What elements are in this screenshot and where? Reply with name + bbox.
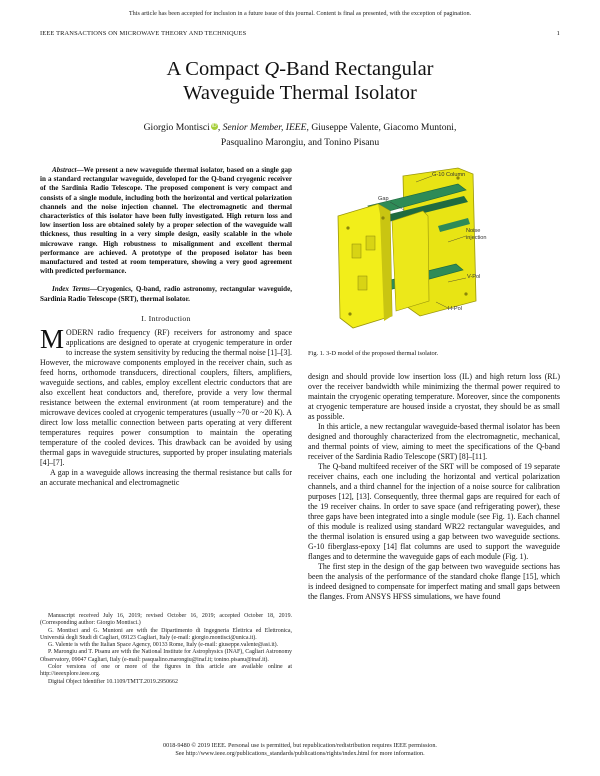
title-q: Q: [264, 58, 280, 80]
intro-p1-text: ODERN radio frequency (RF) receivers for astronomy and space applications are designed to operate at cryogenic temperature in order to increase the system sensitivity by reducing the thermal noise [1]–[3]. However, the microwave components employed in the receiver chain, such as feed horns, orthomode transducers, directional couplers, filters, amplifiers, waveguide sections, and cables, employ excellent electric conductors that are also excellent heat conductors and, therefore, provide a very low thermal resistance between the external environment (at room temperature) and the microwave devices cooled at cryogenic temperatures (usually ~70 or ~20 K). A direct low loss metallic connection between parts operating at very different temperatures requires power consumption to maintain the operating temperature of the cooled devices. This drawback can be avoided by using thermal gaps in waveguide structures, supported by proper insulating materials [4]–[7].: [40, 327, 292, 467]
body-paragraph: design and should provide low insertion loss (IL) and high return loss (RL) over the receiver bandwidth while minimizing the thermal power required to maintain the cryogenic operating temperature. Moreover, since the components at cryogenic temperature are housed inside a cryostat, they should be as small as possible.: [308, 372, 560, 421]
index-terms: [40, 285, 292, 303]
label-h-pol: H-Pol: [448, 306, 462, 312]
copyright-notice: [0, 742, 600, 758]
footnote: G. Montisci and G. Muntoni are with the Dipartimento di Ingegneria Elettrica ed Elettronica, Università degli Studi di Cagliari, 09123 Cagliari, Italy (e-mail: giorgio.montisci@unica.it).: [40, 627, 292, 641]
authors-line2: Pasqualino Marongiu, and Tonino Pisanu: [220, 137, 380, 148]
waveguide-port: [358, 276, 367, 290]
screw: [381, 216, 384, 219]
left-column: [40, 166, 292, 488]
thermal-isolator-illustration: [308, 166, 560, 346]
page-number: 1: [556, 30, 560, 37]
screw: [348, 312, 351, 315]
screw: [346, 226, 349, 229]
paper-title: [0, 57, 600, 105]
footnote: Manuscript received July 16, 2019; revised October 16, 2019; accepted October 18, 2019. (Corresponding author: Giorgio Montisci.): [40, 613, 292, 627]
body-paragraph: The first step in the design of the gap between two waveguide sections has been the analysis of the performance of the standard choke flange [15], which is indeed designed to compensate for imperfect mating and small gaps between the flanges. From ANSYS HFSS simulations, we have found: [308, 562, 560, 601]
abstract: [40, 166, 292, 276]
intro-text: [40, 323, 292, 488]
first-author: Giorgio Montisci: [143, 122, 210, 133]
index-terms-text: —Cryogenics, Q-band, radio astronomy, rectangular waveguide, Sardinia Radio Telescope (SRT), thermal isolator.: [40, 285, 293, 303]
title-line2: Waveguide Thermal Isolator: [183, 82, 417, 104]
label-noise-injection: Noise injection: [466, 228, 487, 241]
waveguide-port: [366, 236, 375, 250]
drop-cap: M: [40, 323, 65, 354]
intro-paragraph-1: [40, 323, 292, 468]
orcid-icon[interactable]: iD: [211, 123, 217, 129]
label-gap: Gap: [378, 196, 389, 202]
body-paragraph: The Q-band multifeed receiver of the SRT will be composed of 19 separate receiver chains, each one including the horizontal and vertical polarization channels, and a third channel for the injection of a noise source for calibration purposes [12], [13]. Consequently, three thermal gaps are required for each of the 19 receiver chains. In order to save space (and refrigerating power), these three gaps have been integrated into a single module (see Fig. 1). Each channel of this module is realized using standard WR22 rectangular waveguides, and the thermal isolation is ensured using a gap between two waveguide sections. G-10 fiberglass-epoxy [14] flat columns are used to support the waveguide flanges and to determine the waveguide gaps of each module (Fig. 1).: [308, 462, 560, 561]
title-suffix: -Band Rectangular: [279, 58, 434, 80]
figure-1: [308, 166, 560, 346]
footnote: P. Marongiu and T. Pisanu are with the National Institute for Astrophysics (INAF), Cagliari Astronomy Observatory, 09047 Cagliari, Italy (e-mail: pasqualino.marongiu@inaf.it; tonino.pisanu@inaf.it).: [40, 649, 292, 663]
right-column: [308, 166, 560, 358]
index-terms-lead: Index Terms: [52, 285, 90, 294]
label-v-pol: V-Pol: [467, 274, 481, 280]
authors-rest: , Giuseppe Valente, Giacomo Muntoni,: [306, 122, 457, 133]
copyright-line1: 0018-9480 © 2019 IEEE. Personal use is permitted, but republication/redistribution requires IEEE permission.: [163, 742, 437, 749]
middle-block: [392, 211, 429, 311]
abstract-text: —We present a new waveguide thermal isolator, based on a single gap in a standard rectangular waveguide, developed for the Q-band cryogenic receiver of the Sardinia Radio Telescope. The proposed component is very compact and consists of a single module, including both the horizontal and vertical polarization channels and the noise injection channel. The electromagnetic and thermal characteristics of this isolator have been fully investigated. High return loss and low insertion loss are obtained solely by a proper selection of the waveguide wall thickness, thus resulting in a very simple design, easily scalable in the whole microwave range. High robustness to misalignment and excellent thermal performance are achieved. A prototype of the proposed isolator has been manufactured and tested at room temperature, showing a very good agreement with predicted performance.: [40, 166, 292, 276]
author-list: Giorgio Montisci iD, Senior Member, IEEE, Giuseppe Valente, Giacomo Muntoni, Pasqualino Marongiu, and Tonino Pisanu: [40, 120, 560, 150]
member-grade: Senior Member, IEEE: [222, 122, 307, 133]
copyright-line2[interactable]: See http://www.ieee.org/publications_standards/publications/rights/index.html for more information.: [175, 750, 425, 757]
intro-paragraph-2: A gap in a waveguide allows increasing the thermal resistance but calls for an accurate mechanical and electromagnetic: [40, 467, 292, 487]
figure-caption: Fig. 1. 3-D model of the proposed thermal isolator.: [308, 350, 439, 357]
footnote: G. Valente is with the Italian Space Agency, 00133 Rome, Italy (e-mail: giuseppe.valente@asi.it).: [48, 642, 279, 649]
title-prefix: A Compact: [166, 58, 265, 80]
right-body-text: [308, 372, 560, 602]
body-paragraph: In this article, a new rectangular waveguide-based thermal isolator has been designed and thoroughly characterized from the electromagnetic, mechanical, and thermal points of view, aiming to meet the specifications of the Q-band receiver of the Sardinia Radio Telescope (SRT) [8]–[11].: [308, 422, 560, 461]
footnotes: [40, 613, 292, 686]
waveguide-port: [352, 244, 361, 258]
running-header: [40, 30, 560, 37]
acceptance-notice: This article has been accepted for inclusion in a future issue of this journal. Content is final as presented, with the exception of pagination.: [128, 10, 472, 17]
section-heading: I. Introduction: [141, 313, 191, 323]
abstract-lead: Abstract: [52, 166, 77, 174]
journal-name: IEEE TRANSACTIONS ON MICROWAVE THEORY AND TECHNIQUES: [40, 30, 247, 37]
footnote: Color versions of one or more of the figures in this article are available online at http://ieeexplore.ieee.org.: [40, 664, 292, 678]
footnote: Digital Object Identifier 10.1109/TMTT.2019.2950662: [48, 678, 178, 685]
screw: [464, 292, 467, 295]
label-g10-column: G-10 Column: [432, 172, 466, 178]
